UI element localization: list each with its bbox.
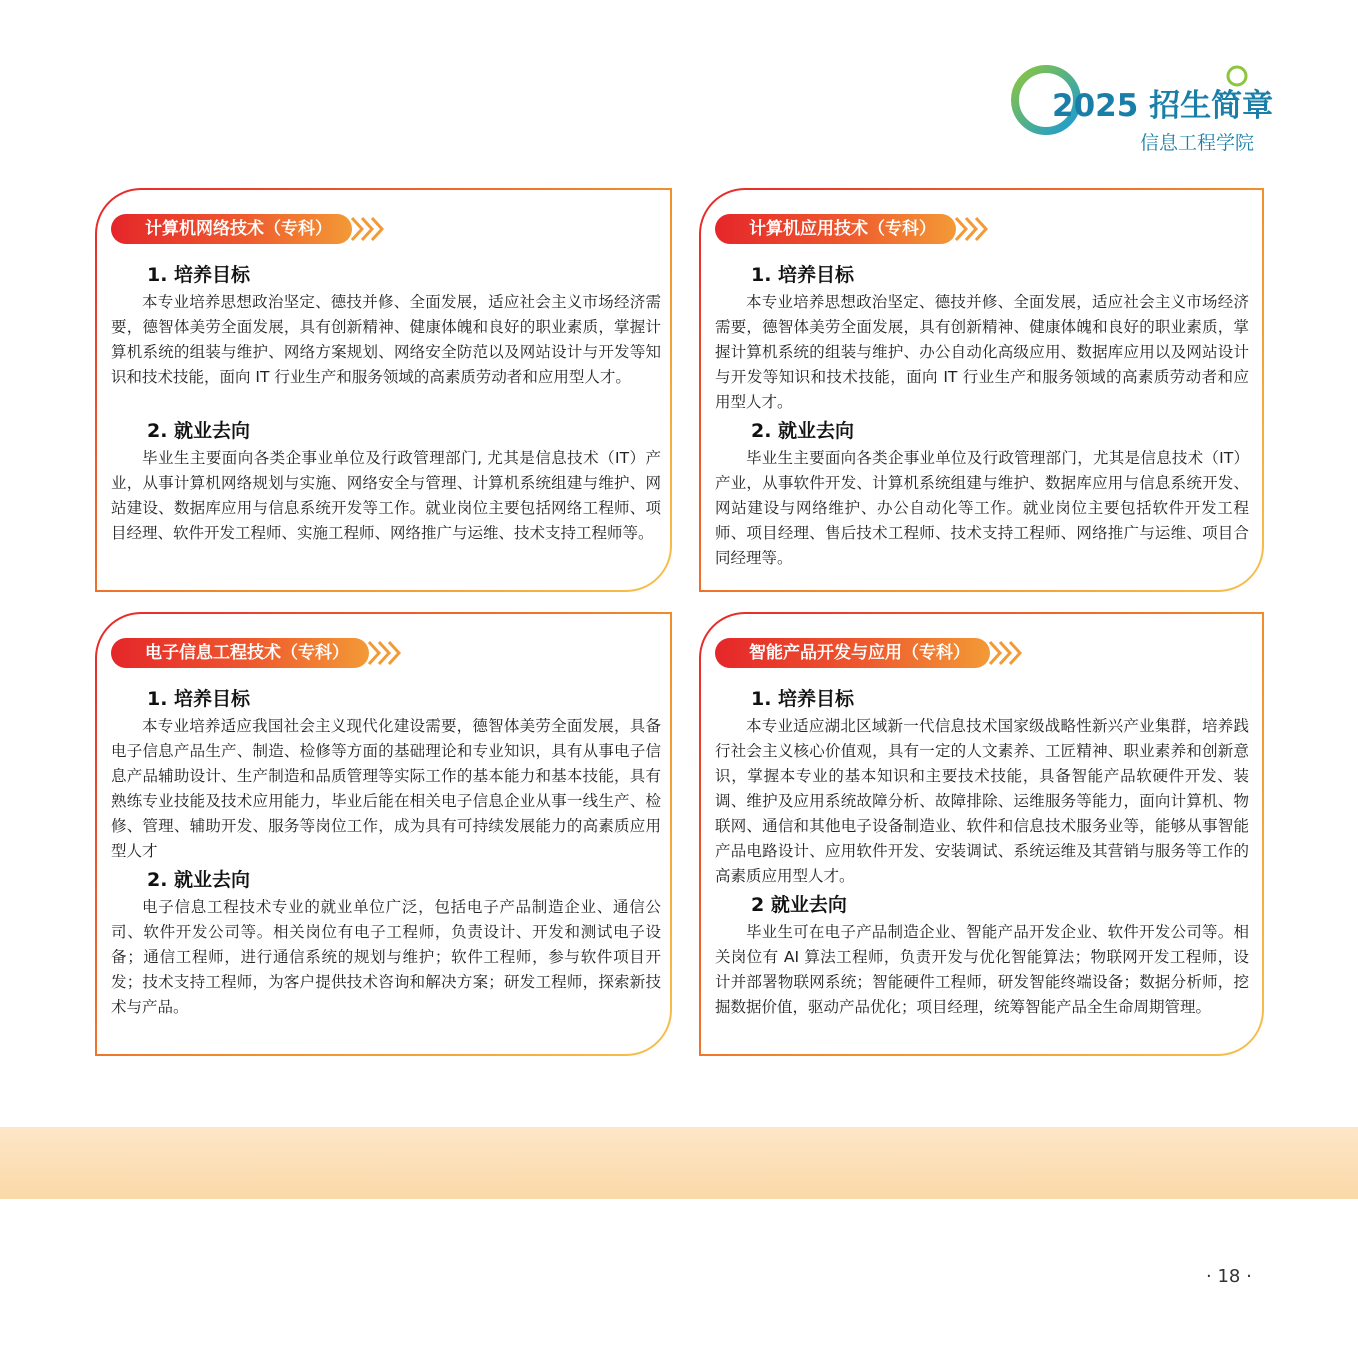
program-tag <box>111 214 388 244</box>
goal-text: 本专业培养思想政治坚定、德技并修、全面发展，适应社会主义市场经济需要，德智体美劳全面发展，具有创新精神、健康体魄和良好的职业素质，掌握计算机系统的组装与维护、网络方案规划、网络安全防范以及网站设计与开发等知识和技术技能，面向 IT 行业生产和服务领域的高素质劳动者和应用型人才。 <box>111 293 661 386</box>
goal-heading: 1. 培养目标 <box>751 264 855 286</box>
program-card-electronics <box>95 612 672 1056</box>
goal-heading: 1. 培养目标 <box>147 264 251 286</box>
career-text: 毕业生主要面向各类企事业单位及行政管理部门, 尤其是信息技术（IT）产业，从事计算机网络规划与实施、网络安全与管理、计算机系统组建与维护、网站建设、数据库应用与信息系统开发等工作。就业岗位主要包括网络工程师、项目经理、软件开发工程师、实施工程师、网络推广与运维、技术支持工程师等。 <box>111 449 661 542</box>
program-tag <box>715 214 992 244</box>
goal-heading: 1. 培养目标 <box>751 688 855 710</box>
chevron-arrows-icon <box>986 638 1026 668</box>
career-heading: 2. 就业去向 <box>147 420 251 442</box>
career-text: 电子信息工程技术专业的就业单位广泛，包括电子产品制造企业、通信公司、软件开发公司等。相关岗位有电子工程师，负责设计、开发和测试电子设备；通信工程师，进行通信系统的规划与维护；软件工程师，参与软件项目开发；技术支持工程师，为客户提供技术咨询和解决方案；研发工程师，探索新技术与产品。 <box>111 898 661 1016</box>
goal-text: 本专业适应湖北区域新一代信息技术国家级战略性新兴产业集群，培养践行社会主义核心价值观，具有一定的人文素养、工匠精神、职业素养和创新意识，掌握本专业的基本知识和主要技术技能，具备智能产品软硬件开发、装调、维护及应用系统故障分析、故障排除、运维服务等能力，面向计算机、物联网、通信和其他电子设备制造业、软件和信息技术服务业等，能够从事智能产品电路设计、应用软件开发、安装调试、系统运维及其营销与服务等工作的高素质应用型人才。 <box>715 717 1249 885</box>
chevron-arrows-icon <box>365 638 405 668</box>
program-name: 智能产品开发与应用（专科） <box>715 638 990 668</box>
career-text: 毕业生可在电子产品制造企业、智能产品开发企业、软件开发公司等。相关岗位有 AI 算法工程师，负责开发与优化智能算法；物联网开发工程师，设计并部署物联网系统；智能硬件工程师，研发智能终端设备；数据分析师，挖掘数据价值，驱动产品优化；项目经理，统筹智能产品全生命周期管理。 <box>715 923 1249 1016</box>
brand-header <box>1004 64 1274 164</box>
career-heading: 2. 就业去向 <box>147 869 251 891</box>
career-heading: 2 就业去向 <box>751 894 847 916</box>
program-tag <box>715 638 1026 668</box>
goal-heading: 1. 培养目标 <box>147 688 251 710</box>
career-text: 毕业生主要面向各类企事业单位及行政管理部门，尤其是信息技术（IT）产业，从事软件开发、计算机系统组建与维护、数据库应用与信息系统开发、网站建设与网络维护、办公自动化等工作。就业岗位主要包括软件开发工程师、项目经理、售后技术工程师、技术支持工程师、网络推广与运维、项目合同经理等。 <box>715 449 1249 567</box>
decorative-band <box>0 1127 1358 1199</box>
brochure-title: 2025 招生简章 <box>1052 88 1274 124</box>
program-name: 电子信息工程技术（专科） <box>111 638 369 668</box>
program-tag <box>111 638 405 668</box>
college-name: 信息工程学院 <box>1140 132 1255 154</box>
program-name: 计算机网络技术（专科） <box>111 214 352 244</box>
page-number: · 18 · <box>1206 1266 1252 1287</box>
program-card-smart-products <box>699 612 1264 1056</box>
program-card-application <box>699 188 1264 592</box>
chevron-arrows-icon <box>952 214 992 244</box>
chevron-arrows-icon <box>348 214 388 244</box>
program-card-network <box>95 188 672 592</box>
program-name: 计算机应用技术（专科） <box>715 214 956 244</box>
goal-text: 本专业培养思想政治坚定、德技并修、全面发展，适应社会主义市场经济需要，德智体美劳全面发展，具有创新精神、健康体魄和良好的职业素质，掌握计算机系统的组装与维护、办公自动化高级应用、数据库应用以及网站设计与开发等知识和技术技能，面向 IT 行业生产和服务领域的高素质劳动者和应用型人才。 <box>715 293 1249 411</box>
goal-text: 本专业培养适应我国社会主义现代化建设需要，德智体美劳全面发展，具备电子信息产品生产、制造、检修等方面的基础理论和专业知识，具有从事电子信息产品辅助设计、生产制造和品质管理等实际工作的基本能力和基本技能，具有熟练专业技能及技术应用能力，毕业后能在相关电子信息企业从事一线生产、检修、管理、辅助开发、服务等岗位工作，成为具有可持续发展能力的高素质应用型人才 <box>111 717 661 860</box>
career-heading: 2. 就业去向 <box>751 420 855 442</box>
